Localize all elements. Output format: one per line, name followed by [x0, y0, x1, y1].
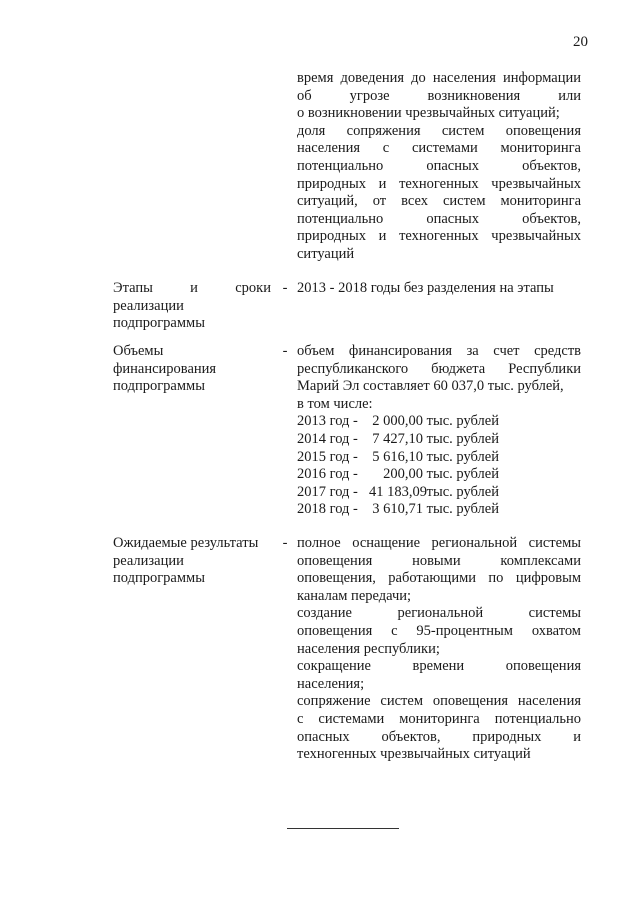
- funding-year-line: [297, 484, 581, 502]
- text-line: доля сопряжения систем оповещения: [297, 122, 581, 139]
- text-line: об угрозе возникновения или: [297, 87, 581, 104]
- text-line: ситуаций, от всех систем мониторинга: [297, 193, 581, 210]
- page-number: 20: [573, 34, 588, 50]
- year: 2013 год -: [297, 413, 358, 430]
- funding-label: [113, 343, 271, 396]
- funding-year-line: [297, 431, 581, 449]
- text-line: природных и техногенных чрезвычайных: [297, 175, 581, 192]
- label-line: Этапы и сроки: [113, 280, 271, 296]
- value-line: техногенных чрезвычайных ситуаций: [297, 746, 531, 763]
- dash-separator: -: [282, 535, 288, 551]
- unit: тыс. рублей: [426, 430, 499, 447]
- label-line: финансирования: [113, 360, 217, 377]
- value-line: населения республики;: [297, 640, 440, 657]
- year: 2017 год -: [297, 483, 358, 500]
- amount: 41 183,09: [369, 483, 427, 500]
- text-line: ситуаций: [297, 245, 355, 262]
- value-line: населения;: [297, 675, 365, 692]
- label-line: реализации: [113, 297, 184, 314]
- label-line: реализации: [113, 552, 184, 569]
- funding-value: [297, 343, 581, 519]
- year: 2015 год -: [297, 448, 358, 465]
- value-line: с системами мониторинга потенциально: [297, 710, 581, 727]
- label-line: подпрограммы: [113, 378, 205, 395]
- text-line: потенциально опасных объектов,: [297, 210, 581, 227]
- amount: 5 616,10: [372, 448, 423, 465]
- results-label: [113, 535, 271, 588]
- value-line: опасных объектов, природных и: [297, 728, 581, 745]
- value-line: оповещения, работающими по цифровым: [297, 570, 581, 587]
- year: 2016 год -: [297, 466, 358, 483]
- text-line: время доведения до населения информации: [297, 70, 581, 86]
- amount: 7 427,10: [372, 430, 423, 447]
- label-line: Объемы: [113, 343, 164, 359]
- year: 2014 год -: [297, 430, 358, 447]
- value-line: сопряжение систем оповещения населения: [297, 693, 581, 710]
- footer-rule: [287, 828, 399, 829]
- label-line: подпрограммы: [113, 315, 205, 332]
- label-line: подпрограммы: [113, 570, 205, 587]
- dash-separator: -: [282, 280, 288, 296]
- value-line: каналам передачи;: [297, 587, 412, 604]
- results-value: [297, 535, 581, 764]
- value-line: в том числе:: [297, 395, 373, 412]
- funding-year-line: [297, 501, 581, 519]
- value-line: Марий Эл составляет 60 037,0 тыс. рублей,: [297, 378, 564, 395]
- text-line: потенциально опасных объектов,: [297, 157, 581, 174]
- funding-year-line: [297, 413, 581, 431]
- value-line: оповещения новыми комплексами: [297, 552, 581, 569]
- funding-year-line: [297, 449, 581, 467]
- continued-indicators-text: [297, 70, 581, 264]
- funding-year-line: [297, 466, 581, 484]
- value-line: полное оснащение региональной системы: [297, 535, 581, 551]
- amount: 3 610,71: [372, 501, 423, 518]
- value-line: республиканского бюджета Республики: [297, 360, 581, 377]
- label-line: Ожидаемые результаты: [113, 535, 259, 551]
- value-line: объем финансирования за счет средств: [297, 343, 581, 359]
- unit: тыс. рублей: [426, 483, 499, 500]
- amount: 200,00: [383, 466, 423, 483]
- dash-separator: -: [282, 343, 288, 359]
- text-line: природных и техногенных чрезвычайных: [297, 228, 581, 245]
- unit: тыс. рублей: [426, 413, 499, 430]
- unit: тыс. рублей: [426, 448, 499, 465]
- amount: 2 000,00: [372, 413, 423, 430]
- unit: тыс. рублей: [426, 466, 499, 483]
- unit: тыс. рублей: [426, 501, 499, 518]
- stages-label: [113, 280, 271, 333]
- text-line: населения с системами мониторинга: [297, 140, 581, 157]
- value-line: 2013 - 2018 годы без разделения на этапы: [297, 280, 554, 296]
- value-line: оповещения с 95-процентным охватом: [297, 622, 581, 639]
- text-line: о возникновении чрезвычайных ситуаций;: [297, 105, 560, 122]
- value-line: сокращение времени оповещения: [297, 658, 581, 675]
- stages-value: [297, 280, 581, 298]
- year: 2018 год -: [297, 501, 358, 518]
- value-line: создание региональной системы: [297, 605, 581, 622]
